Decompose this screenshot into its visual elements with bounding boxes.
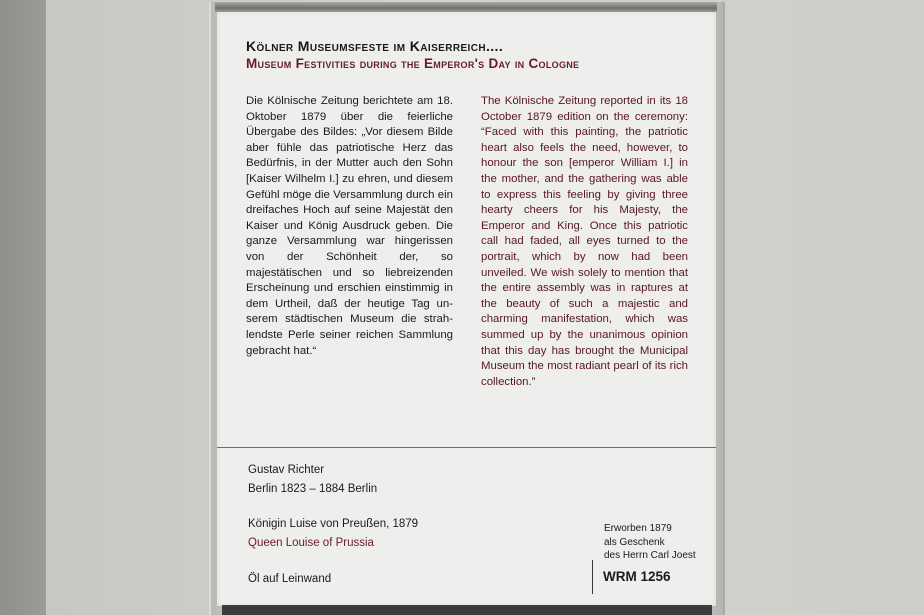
provenance-line-3: des Herrn Carl Joest: [604, 550, 696, 561]
inventory-separator: [592, 560, 593, 594]
title-english: Museum Festivities during the Emperor's Day in Cologne: [246, 56, 580, 71]
body-text-english: [481, 94, 688, 390]
artist-name: Gustav Richter: [248, 464, 325, 476]
paragraph-english: The Kölnische Zeitung reported in its 18 October 1879 edition on the ceremony: “Faced with this painting, the patriotic heart also feels the need, however, to honour the son [emperor William I.] in the mother, and the gathering was able to express this feeling by giving three hearty cheers for his Majesty, the Emperor and King. Once this patriotic call had faded, all eyes turned to the portrait, which by now had been unveiled. We wish solely to mention that the entire assembly was in raptures at the beauty of such a majestic and charming manifestation, which was summed up by the unanimous opinion that this day has brought the Municipal Museum the most radiant pearl of its rich collection.”: [481, 95, 688, 388]
title-german: Kölner Museumsfeste im Kaiserreich....: [246, 38, 504, 54]
holder-top-edge: [215, 2, 717, 12]
wall-shadow: [0, 0, 46, 615]
artist-dates: Berlin 1823 – 1884 Berlin: [248, 483, 378, 495]
section-divider: [217, 447, 716, 448]
artwork-title-german: Königin Luise von Preußen, 1879: [248, 518, 419, 530]
artwork-medium: Öl auf Leinwand: [248, 573, 332, 585]
inventory-number: WRM 1256: [603, 569, 671, 584]
paragraph-german: Die Kölnische Zeitung berichtete am 18. Oktober 1879 über die feierliche Übergabe des Bildes: „Vor diesem Bilde aber fühle das patriotische Herz das Bedürfnis, in der Mutter auch den Sohn [Kaiser Wilhelm I.] zu ehren, und diesem Gefühl möge die Versammlung durch ein dreifaches Hoch auf seine Majestät den Kaiser und König Ausdruck geben. Die ganze Versammlung war hingerissen von der Schönheit der, so majestätischen und so liebreizenden Erscheinung und erschien einstimmig in dem Urtheil, daß der heutige Tag unserem städtischen Museum die strahlendste Perle seiner reichen Sammlung gebracht hat.“: [246, 95, 453, 357]
body-text-german: [246, 94, 453, 359]
holder-bottom-edge: [222, 605, 712, 615]
provenance-line-1: Erworben 1879: [604, 523, 672, 534]
artwork-title-english: Queen Louise of Prussia: [248, 537, 374, 549]
provenance-line-2: als Geschenk: [604, 537, 665, 548]
